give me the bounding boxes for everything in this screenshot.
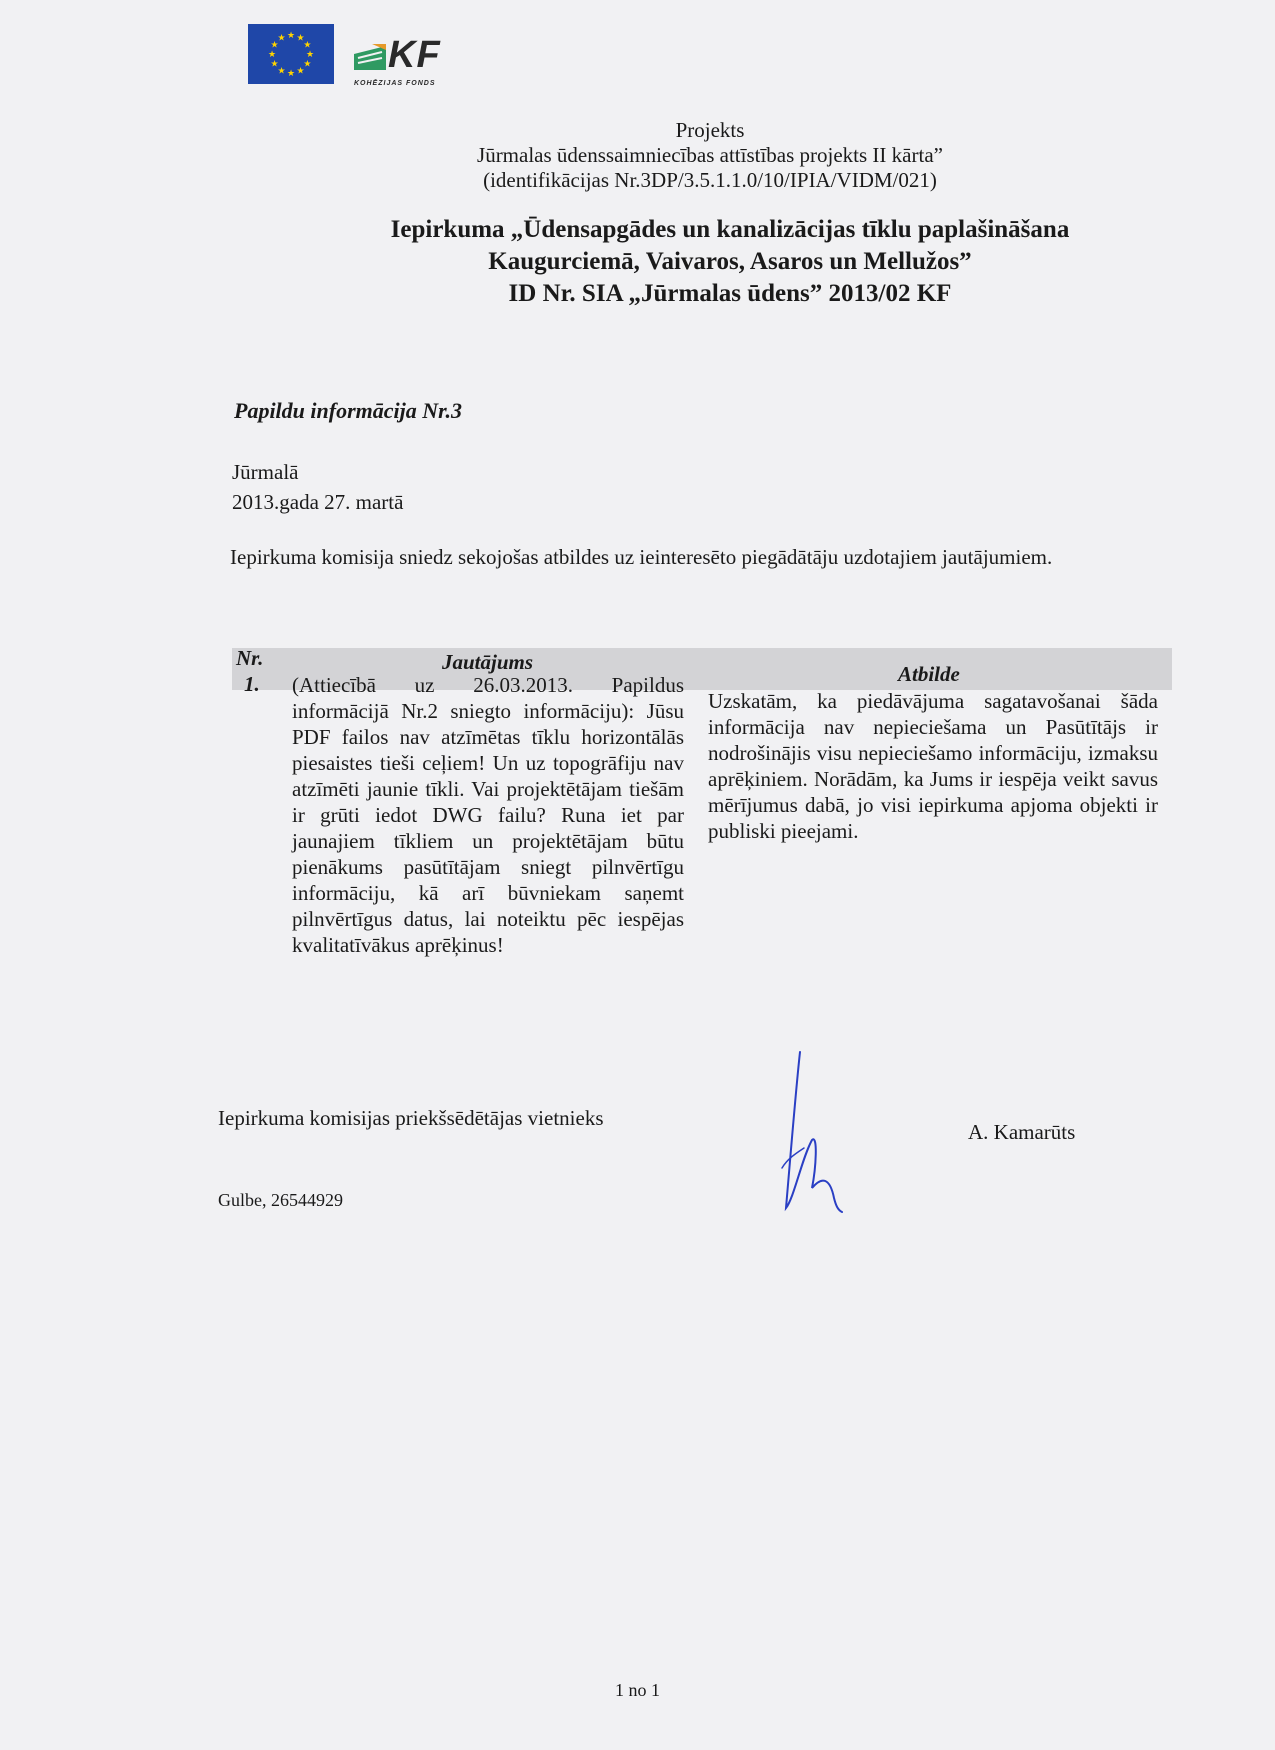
- project-id: (identifikācijas Nr.3DP/3.5.1.1.0/10/IPIA/VIDM/021): [483, 168, 937, 192]
- project-label: Projekts: [675, 118, 745, 142]
- project-header: [280, 118, 1140, 193]
- eu-star-icon: ★: [277, 32, 286, 43]
- table-header-answer: Atbilde: [898, 662, 960, 686]
- eu-star-icon: ★: [296, 65, 305, 76]
- title-line-2: Kaugurciemā, Vaivaros, Asaros un Mellužos”: [488, 248, 972, 275]
- kf-logo-subtitle: KOHĒZIJAS FONDS: [354, 80, 436, 87]
- eu-star-icon: ★: [270, 39, 279, 50]
- project-name: Jūrmalas ūdenssaimniecības attīstības projekts II kārta”: [477, 143, 943, 167]
- eu-star-icon: ★: [277, 65, 286, 76]
- signatory-role: Iepirkuma komisijas priekšsēdētājas vietnieks: [218, 1106, 604, 1130]
- title-line-3: ID Nr. SIA „Jūrmalas ūdens” 2013/02 KF: [508, 280, 952, 307]
- kohezijas-fonds-logo: [350, 34, 460, 92]
- eu-star-icon: ★: [270, 58, 279, 69]
- table-header-question: Jautājums: [442, 650, 534, 674]
- place: Jūrmalā: [232, 460, 299, 484]
- kf-mark-icon: [352, 42, 388, 74]
- title-line-1: Iepirkuma „Ūdensapgādes un kanalizācijas tīklu paplašināšana: [390, 216, 1070, 243]
- page-number: 1 no 1: [615, 1680, 660, 1700]
- eu-star-icon: ★: [286, 68, 296, 78]
- eu-star-icon: ★: [305, 49, 315, 59]
- handwritten-signature: [772, 1048, 852, 1218]
- table-header-nr: Nr.: [236, 646, 264, 670]
- eu-star-icon: ★: [286, 30, 296, 40]
- eu-star-icon: ★: [303, 58, 312, 69]
- table-row-question: (Attiecībā uz 26.03.2013. Papildus informācijā Nr.2 sniegto informāciju): Jūsu PDF failos nav atzīmētas tīklu horizontālās piesaistes tieši ceļiem! Un uz topogrāfiju nav atzīmēti jaunie tīkli. Vai projektētājam tiešām ir grūti iedot DWG failu? Runa iet par jaunajiem tīkliem un projektētājam būtu pienākums pasūtītājam sniegt pilnvērtīgu informāciju, kā arī būvniekam saņemt pilnvērtīgus datus, lai noteiktu pēc iespējas kvalitatīvākus aprēķinus!: [292, 673, 684, 957]
- table-row-nr: 1.: [244, 672, 260, 696]
- signatory-name: A. Kamarūts: [968, 1120, 1076, 1144]
- table-row-answer: Uzskatām, ka piedāvājuma sagatavošanai šāda informācija nav nepieciešama un Pasūtītājs ir nodrošinājis visu nepieciešamo informāciju, izmaksu aprēķiniem. Norādām, ka Jums ir iespēja veikt savus mērījumus dabā, jo visi iepirkuma apjoma objekti ir publiski pieejami.: [708, 689, 1158, 843]
- eu-star-icon: ★: [303, 39, 312, 50]
- contact-info: Gulbe, 26544929: [218, 1190, 343, 1210]
- eu-flag-icon: [248, 24, 334, 84]
- eu-star-icon: ★: [267, 49, 277, 59]
- eu-star-icon: ★: [296, 32, 305, 43]
- intro-text: Iepirkuma komisija sniedz sekojošas atbildes uz ieinteresēto piegādātāju uzdotajiem jautājumiem.: [230, 545, 1053, 569]
- document-title: [300, 214, 1160, 310]
- date: 2013.gada 27. martā: [232, 490, 404, 514]
- section-title: Papildu informācija Nr.3: [234, 398, 462, 423]
- kf-logo-text: KF: [388, 34, 441, 76]
